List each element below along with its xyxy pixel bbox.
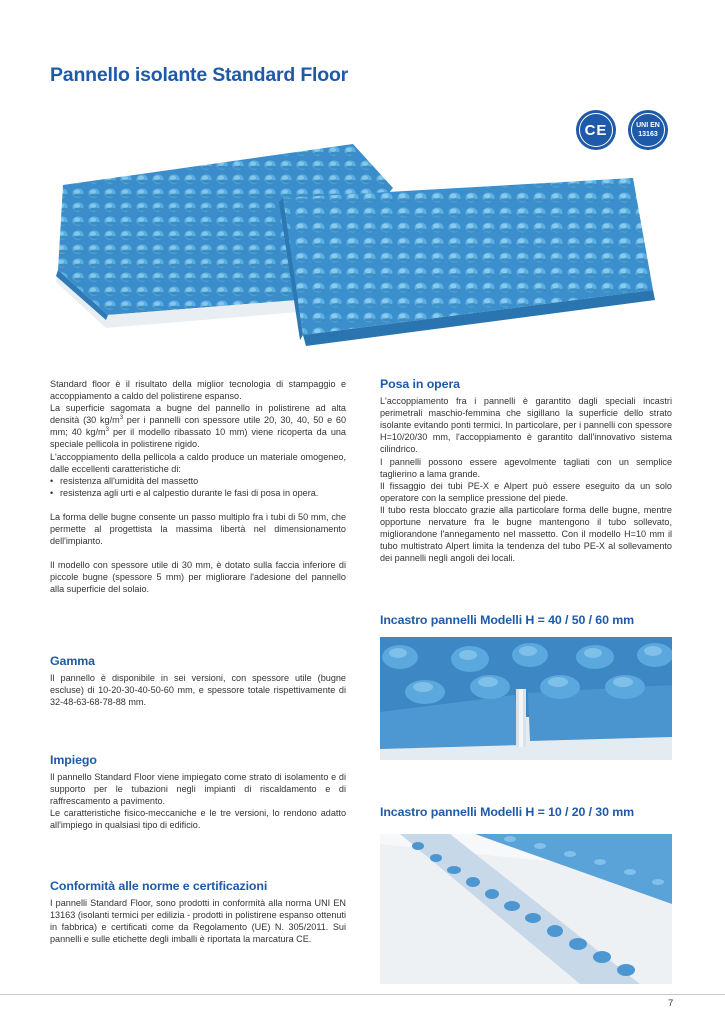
- ce-mark-text: CE: [584, 121, 608, 139]
- impiego-paragraph-1: Il pannello Standard Floor viene impiegato come strato di isolamento e di supporto per le tubazioni negli impianti di riscaldamento e di raffrescamento a pavimento.: [50, 772, 346, 807]
- impiego-section: [50, 754, 346, 832]
- intro-paragraph-2: La superficie sagomata a bugne del pannello in polistirene ad alta densità (30 $kg/m^3$ per i pannelli con spessore utile 20, 30, 40, 50 e 60 mm; 40 $kg/m^3$ per il modello ribassato 10 mm) viene ricoperta da una speciale pellicola in polistirene rigido.: [50, 403, 346, 450]
- footer-divider: [0, 994, 725, 995]
- conformita-text: I pannelli Standard Floor, sono prodotti in conformità alla norma UNI EN 13163 (isolanti termici per edilizia - prodotti in polistirene espanso ottenuti in fabbrica) e certificati come da Regolamento (UE) N. 305/2011. Sui pannelli e sulle etichette degli imballi è riportata la marcatura CE.: [50, 898, 346, 945]
- gamma-section: [50, 655, 346, 708]
- incastro-10-30-heading: Incastro pannelli Modelli H = 10 / 20 / 30 mm: [380, 805, 635, 819]
- page-number: 7: [668, 998, 674, 1009]
- posa-paragraph-3: Il fissaggio dei tubi PE-X e Alpert può essere eseguito da un solo operatore con la semplice pressione del piede.: [380, 480, 672, 503]
- posa-section: [380, 378, 672, 564]
- list-item: • resistenza all'umidità del massetto: [50, 475, 346, 487]
- conformita-heading: Conformità alle norme e certificazioni: [50, 879, 268, 893]
- intro-paragraph-5: Il modello con spessore utile di 30 mm, è dotato sulla faccia inferiore di piccole bugne (spessore 5 mm) per migliorare l'adesione del pannello alla superficie del solaio.: [50, 560, 346, 595]
- incastro-40-60-section: [380, 613, 672, 632]
- impiego-paragraph-2: Le caratteristiche fisico-meccaniche e le tre versioni, lo rendono adatto all'impiego in qualsiasi tipo di edificio.: [50, 808, 346, 831]
- insulation-panels-photo: [38, 130, 678, 360]
- uni-en-label: UNI EN: [636, 122, 660, 129]
- intro-section: [50, 378, 346, 596]
- impiego-heading: Impiego: [50, 753, 97, 767]
- incastro-40-60-heading: Incastro pannelli Modelli H = 40 / 50 / 60 mm: [380, 613, 635, 627]
- posa-heading: Posa in opera: [380, 377, 460, 391]
- gamma-text: Il pannello è disponibile in sei versioni, con spessore utile (bugne escluse) di 10-20-30-40-50-60 mm, e spessore totale rispettivamente di 32-48-63-68-78-88 mm.: [50, 673, 346, 708]
- incastro-10-30-section: [380, 805, 672, 824]
- conformita-section: [50, 880, 346, 945]
- posa-paragraph-2: I pannelli possono essere agevolmente tagliati con un semplice taglierino a lama grande.: [380, 456, 672, 479]
- posa-paragraph-4: Il tubo resta bloccato grazie alla particolare forma delle bugne, mentre opportune nervature fra le bugne mantengono il tubo sollevato, migliorandone l'annegamento nel massetto. Con il modello H=10 mm il tubo multistrato Alpert limita la tendenza del tubo PE-X al sollevamento dei pannelli negli angoli dei locali.: [380, 504, 672, 564]
- gamma-heading: Gamma: [50, 654, 95, 668]
- uni-en-number: 13163: [638, 131, 658, 138]
- intro-paragraph-4: La forma delle bugne consente un passo multiplo fra i tubi di 50 mm, che permette al progettista la massima libertà nel dimensionamento dell'impianto.: [50, 511, 346, 547]
- interlock-h10-30-photo: [380, 834, 672, 984]
- features-list: [50, 475, 346, 499]
- intro-paragraph-1: Standard floor è il risultato della miglior tecnologia di stampaggio e accoppiamento a caldo del polistirene espanso.: [50, 379, 346, 402]
- list-item: • resistenza agli urti e al calpestio durante le fasi di posa in opera.: [50, 487, 346, 499]
- intro-paragraph-3: L'accoppiamento della pellicola a caldo produce un materiale omogeneo, dalle eccellenti caratteristiche di:: [50, 451, 346, 474]
- page-title: Pannello isolante Standard Floor: [50, 64, 349, 86]
- interlock-h40-60-photo: [380, 637, 672, 760]
- posa-paragraph-1: L'accoppiamento fra i pannelli è garantito dagli speciali incastri perimetrali maschio-femmina che sigillano la superficie dello strato isolante evitando ponti termici. In particolare, per i pannelli con spessore H=10/20/30 mm, l'accoppiamento è garantito dall'innovativo sistema cilindrico.: [380, 396, 672, 455]
